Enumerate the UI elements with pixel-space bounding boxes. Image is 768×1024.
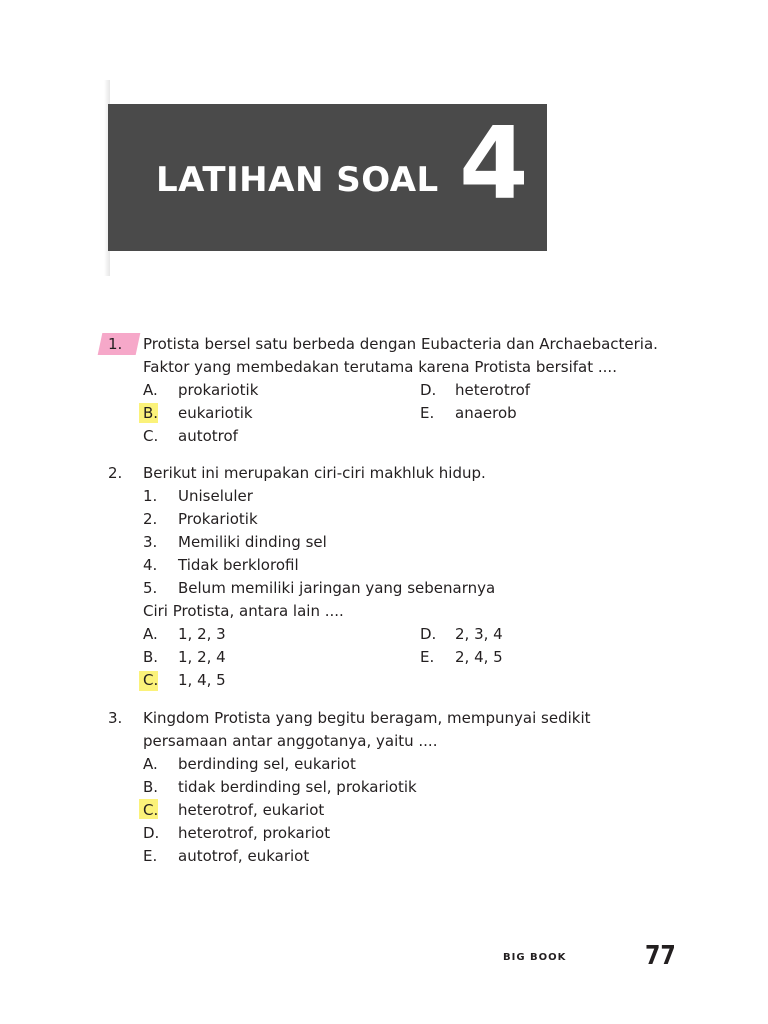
- option-letter: D.: [420, 381, 437, 399]
- option-text: heterotrof, prokariot: [178, 824, 331, 842]
- option-letter: B.: [143, 648, 159, 666]
- option-text: tidak berdinding sel, prokariotik: [178, 778, 417, 796]
- question-line: Faktor yang membedakan terutama karena Protista bersifat ....: [143, 358, 617, 376]
- option-text: berdinding sel, eukariot: [178, 755, 356, 773]
- question-number: 2.: [108, 464, 123, 482]
- option-text: heterotrof: [455, 381, 531, 399]
- banner-number: 4: [459, 105, 529, 222]
- option-text: 1, 2, 3: [178, 625, 226, 643]
- list-item-number: 3.: [143, 533, 158, 551]
- question-number: 1.: [108, 335, 123, 353]
- option-text: heterotrof, eukariot: [178, 801, 325, 819]
- option-text: 2, 4, 5: [455, 648, 503, 666]
- option-text: autotrof: [178, 427, 238, 445]
- option-letter: D.: [143, 824, 160, 842]
- option-letter: B.: [143, 778, 159, 796]
- chapter-banner: [108, 104, 547, 251]
- footer-brand: BIG BOOK: [503, 952, 567, 963]
- option-text: 2, 3, 4: [455, 625, 503, 643]
- question-line: persamaan antar anggotanya, yaitu ....: [143, 732, 438, 750]
- option-letter: E.: [420, 404, 435, 422]
- list-item-number: 2.: [143, 510, 158, 528]
- question-line: Kingdom Protista yang begitu beragam, mempunyai sedikit: [143, 709, 591, 727]
- page-number: 77: [645, 941, 676, 971]
- option-letter: E.: [143, 847, 158, 865]
- list-item-number: 5.: [143, 579, 158, 597]
- option-text: eukariotik: [178, 404, 253, 422]
- option-text: autotrof, eukariot: [178, 847, 310, 865]
- option-letter: C.: [143, 801, 159, 819]
- question-text: [143, 707, 659, 753]
- option-text: prokariotik: [178, 381, 259, 399]
- option-letter: A.: [143, 755, 158, 773]
- option-text: 1, 2, 4: [178, 648, 226, 666]
- option-letter: C.: [143, 427, 159, 445]
- option-letter: B.: [143, 404, 159, 422]
- option-letter: A.: [143, 381, 158, 399]
- list-item-number: 1.: [143, 487, 158, 505]
- option-letter: D.: [420, 625, 437, 643]
- option-letter: A.: [143, 625, 158, 643]
- question-prompt: Ciri Protista, antara lain ....: [143, 602, 344, 620]
- option-text: 1, 4, 5: [178, 671, 226, 689]
- list-item-text: Tidak berklorofil: [178, 556, 299, 574]
- list-item-text: Uniseluler: [178, 487, 253, 505]
- list-item-text: Prokariotik: [178, 510, 258, 528]
- option-letter: C.: [143, 671, 159, 689]
- question-line: Protista bersel satu berbeda dengan Eubacteria dan Archaebacteria.: [143, 335, 658, 353]
- list-item-number: 4.: [143, 556, 158, 574]
- question-text: Berikut ini merupakan ciri-ciri makhluk hidup.: [143, 464, 486, 482]
- question-text: [143, 333, 659, 379]
- question-number: 3.: [108, 709, 123, 727]
- list-item-text: Belum memiliki jaringan yang sebenarnya: [178, 579, 496, 597]
- list-item-text: Memiliki dinding sel: [178, 533, 327, 551]
- option-text: anaerob: [455, 404, 517, 422]
- option-letter: E.: [420, 648, 435, 666]
- banner-title: LATIHAN SOAL: [156, 160, 439, 200]
